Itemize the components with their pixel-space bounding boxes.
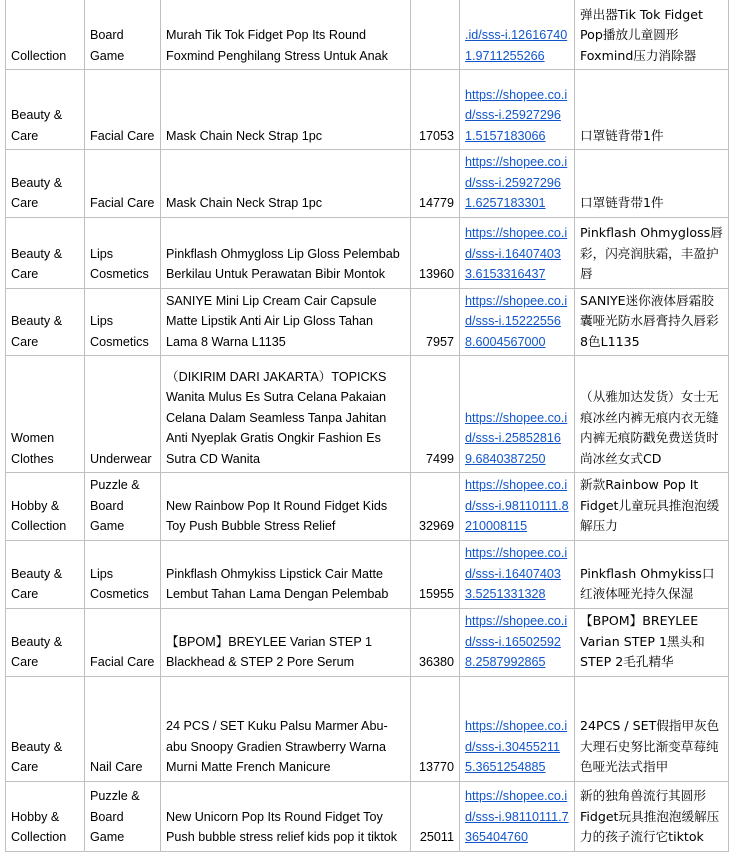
- cell-category-level2[interactable]: Nail Care: [85, 676, 161, 781]
- cell-product-name[interactable]: New Unicorn Pop Its Round Fidget Toy Push bubble stress relief kids pop it tiktok: [161, 781, 411, 851]
- cell-product-name[interactable]: Mask Chain Neck Strap 1pc: [161, 70, 411, 150]
- cell-translated-name[interactable]: 弹出器Tik Tok Fidget Pop播放儿童圆形Foxmind压力消除器: [575, 0, 729, 70]
- product-table: [5, 0, 729, 852]
- cell-translated-name[interactable]: SANIYE迷你液体唇霜胶囊哑光防水唇膏持久唇彩8色L1135: [575, 288, 729, 356]
- cell-product-name[interactable]: Pinkflash Ohmygloss Lip Gloss Pelembab Berkilau Untuk Perawatan Bibir Montok: [161, 217, 411, 288]
- product-url-link[interactable]: https://shopee.co.id/sss-i.259272961.5157183066: [465, 87, 568, 143]
- table-row[interactable]: [6, 608, 729, 676]
- cell-product-name[interactable]: Pinkflash Ohmykiss Lipstick Cair Matte Lembut Tahan Lama Dengan Pelembab: [161, 540, 411, 608]
- cell-category-level1[interactable]: Beauty & Care: [6, 608, 85, 676]
- product-url-link[interactable]: https://shopee.co.id/sss-i.164074033.6153316437: [465, 226, 568, 281]
- cell-category-level2[interactable]: Facial Care: [85, 608, 161, 676]
- cell-category-level1[interactable]: Hobby & Collection: [6, 781, 85, 851]
- cell-category-level2[interactable]: Lips Cosmetics: [85, 217, 161, 288]
- product-url-link[interactable]: https://shopee.co.id/sss-i.259272961.6257183301: [465, 155, 568, 210]
- product-url-link[interactable]: .id/sss-i.126167401.9711255266: [465, 28, 568, 63]
- cell-category-level1[interactable]: Beauty & Care: [6, 288, 85, 356]
- table-row[interactable]: [6, 150, 729, 218]
- cell-count[interactable]: 17053: [411, 70, 460, 150]
- product-url-link[interactable]: https://shopee.co.id/sss-i.164074033.5251331328: [465, 546, 568, 601]
- table-row[interactable]: [6, 217, 729, 288]
- table-row[interactable]: [6, 676, 729, 781]
- cell-product-name[interactable]: SANIYE Mini Lip Cream Cair Capsule Matte Lipstik Anti Air Lip Gloss Tahan Lama 8 Warna L1135: [161, 288, 411, 356]
- cell-count[interactable]: 7499: [411, 356, 460, 473]
- cell-translated-name[interactable]: Pinkflash Ohmygloss唇彩，闪亮润肤霜，丰盈护唇: [575, 217, 729, 288]
- cell-product-name[interactable]: 【BPOM】BREYLEE Varian STEP 1 Blackhead & STEP 2 Pore Serum: [161, 608, 411, 676]
- table-row[interactable]: [6, 540, 729, 608]
- cell-product-url[interactable]: [460, 356, 575, 473]
- product-url-link[interactable]: https://shopee.co.id/sss-i.165025928.2587992865: [465, 614, 568, 669]
- product-url-link[interactable]: https://shopee.co.id/sss-i.304552115.3651254885: [465, 719, 568, 774]
- cell-category-level2[interactable]: Board Game: [85, 0, 161, 70]
- product-url-link[interactable]: https://shopee.co.id/sss-i.98110111.7365404760: [465, 789, 569, 844]
- cell-product-url[interactable]: [460, 288, 575, 356]
- cell-category-level1[interactable]: Beauty & Care: [6, 150, 85, 218]
- cell-count[interactable]: [411, 0, 460, 70]
- cell-category-level2[interactable]: Lips Cosmetics: [85, 540, 161, 608]
- cell-product-url[interactable]: [460, 217, 575, 288]
- cell-count[interactable]: 36380: [411, 608, 460, 676]
- cell-count[interactable]: 14779: [411, 150, 460, 218]
- cell-product-name[interactable]: （DIKIRIM DARI JAKARTA）TOPICKS Wanita Mulus Es Sutra Celana Pakaian Celana Dalam Seamless Tanpa Jahitan Anti Nyeplak Gratis Ongkir Fashion Es Sutra CD Wanita: [161, 356, 411, 473]
- cell-count[interactable]: 15955: [411, 540, 460, 608]
- cell-category-level2[interactable]: Puzzle & Board Game: [85, 781, 161, 851]
- cell-translated-name[interactable]: 口罩链背带1件: [575, 150, 729, 218]
- table-row[interactable]: [6, 473, 729, 541]
- cell-category-level1[interactable]: Beauty & Care: [6, 540, 85, 608]
- table-row[interactable]: [6, 288, 729, 356]
- cell-count[interactable]: 32969: [411, 473, 460, 541]
- cell-product-url[interactable]: [460, 0, 575, 70]
- cell-category-level2[interactable]: Facial Care: [85, 150, 161, 218]
- cell-count[interactable]: 13960: [411, 217, 460, 288]
- product-url-link[interactable]: https://shopee.co.id/sss-i.152225568.6004567000: [465, 293, 568, 349]
- cell-category-level1[interactable]: Women Clothes: [6, 356, 85, 473]
- cell-product-name[interactable]: Mask Chain Neck Strap 1pc: [161, 150, 411, 218]
- cell-product-name[interactable]: New Rainbow Pop It Round Fidget Kids Toy Push Bubble Stress Relief: [161, 473, 411, 541]
- cell-product-url[interactable]: [460, 540, 575, 608]
- product-url-link[interactable]: https://shopee.co.id/sss-i.98110111.8210008115: [465, 478, 569, 533]
- cell-category-level1[interactable]: Hobby & Collection: [6, 473, 85, 541]
- table-row[interactable]: [6, 0, 729, 70]
- cell-translated-name[interactable]: Pinkflash Ohmykiss口红液体哑光持久保湿: [575, 540, 729, 608]
- cell-translated-name[interactable]: 【BPOM】BREYLEE Varian STEP 1黑头和STEP 2毛孔精华: [575, 608, 729, 676]
- cell-product-url[interactable]: [460, 150, 575, 218]
- table-body: [6, 0, 729, 851]
- cell-count[interactable]: 25011: [411, 781, 460, 851]
- cell-category-level2[interactable]: Facial Care: [85, 70, 161, 150]
- cell-translated-name[interactable]: 新款Rainbow Pop It Fidget儿童玩具推泡泡缓解压力: [575, 473, 729, 541]
- cell-product-name[interactable]: Murah Tik Tok Fidget Pop Its Round Foxmind Penghilang Stress Untuk Anak: [161, 0, 411, 70]
- cell-translated-name[interactable]: 24PCS / SET假指甲灰色大理石史努比渐变草莓纯色哑光法式指甲: [575, 676, 729, 781]
- table-row[interactable]: [6, 356, 729, 473]
- cell-product-url[interactable]: [460, 473, 575, 541]
- cell-product-url[interactable]: [460, 608, 575, 676]
- cell-product-name[interactable]: 24 PCS / SET Kuku Palsu Marmer Abu-abu Snoopy Gradien Strawberry Warna Murni Matte French Manicure: [161, 676, 411, 781]
- cell-category-level2[interactable]: Underwear: [85, 356, 161, 473]
- cell-category-level1[interactable]: Beauty & Care: [6, 217, 85, 288]
- cell-count[interactable]: 7957: [411, 288, 460, 356]
- cell-translated-name[interactable]: 口罩链背带1件: [575, 70, 729, 150]
- product-url-link[interactable]: https://shopee.co.id/sss-i.258528169.6840387250: [465, 410, 568, 466]
- cell-translated-name[interactable]: 新的独角兽流行其圆形Fidget玩具推泡泡缓解压力的孩子流行它tiktok: [575, 781, 729, 851]
- cell-category-level1[interactable]: Beauty & Care: [6, 676, 85, 781]
- table-row[interactable]: [6, 781, 729, 851]
- cell-product-url[interactable]: [460, 781, 575, 851]
- cell-product-url[interactable]: [460, 676, 575, 781]
- cell-category-level2[interactable]: Puzzle & Board Game: [85, 473, 161, 541]
- cell-category-level1[interactable]: Beauty & Care: [6, 70, 85, 150]
- cell-category-level2[interactable]: Lips Cosmetics: [85, 288, 161, 356]
- cell-count[interactable]: 13770: [411, 676, 460, 781]
- table-row[interactable]: [6, 70, 729, 150]
- cell-product-url[interactable]: [460, 70, 575, 150]
- cell-translated-name[interactable]: （从雅加达发货）女士无痕冰丝内裤无痕内衣无缝内裤无痕防戳免费送货时尚冰丝女式CD: [575, 356, 729, 473]
- cell-category-level1[interactable]: Collection: [6, 0, 85, 70]
